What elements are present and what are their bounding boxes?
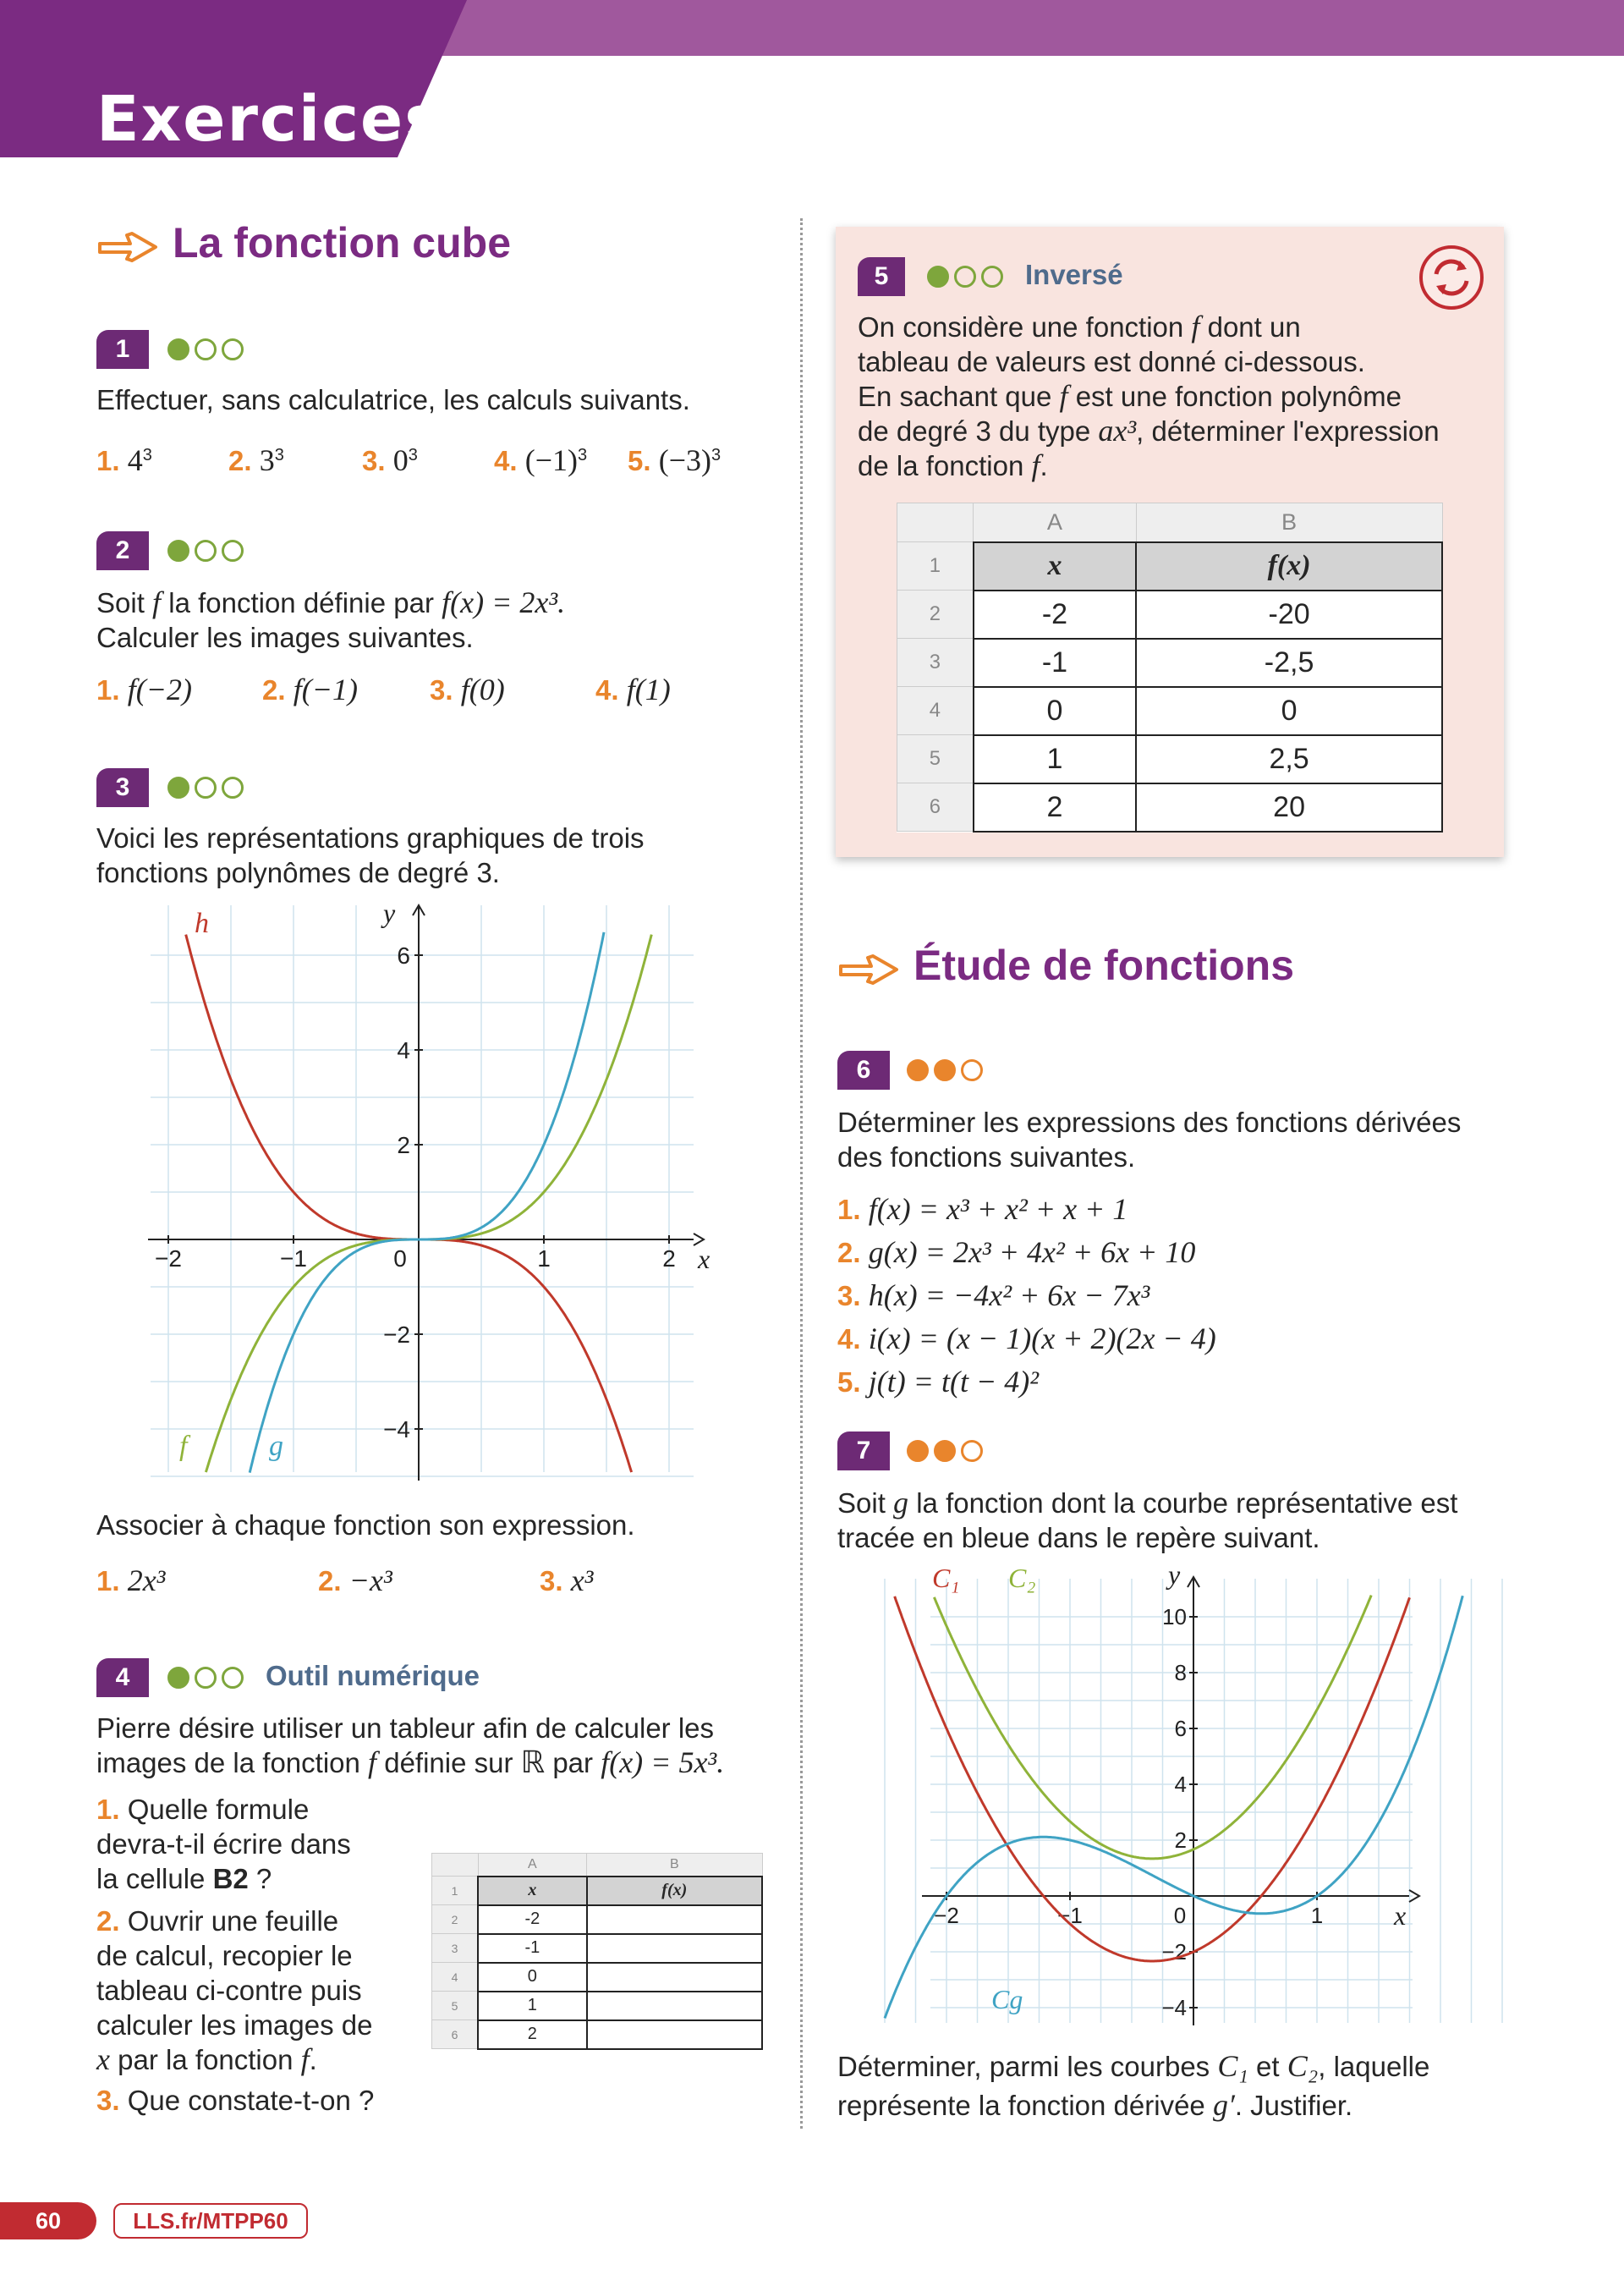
table-cell: -2,5 (1136, 639, 1442, 687)
item-number: 3. (362, 445, 386, 476)
series-label-cg: Cg (991, 1984, 1023, 2014)
item-exponent: 3 (577, 446, 588, 464)
x-axis-label: x (1394, 1900, 1407, 1931)
item-expression: i(x) = (x − 1)(x + 2)(2x − 4) (868, 1322, 1216, 1355)
x-axis-label: x (698, 1244, 710, 1274)
resource-link[interactable]: LLS.fr/MTPP60 (113, 2203, 308, 2239)
item-expression: h(x) = −4x² + 6x − 7x³ (868, 1278, 1150, 1312)
list-item (430, 673, 505, 707)
row-number: 5 (897, 735, 974, 783)
list-item (96, 438, 152, 478)
row-number: 4 (897, 687, 974, 735)
y-tick-label: 2 (1174, 1827, 1187, 1853)
ex7-question-line2: représente la fonction dérivée g′. Justifier. (837, 2088, 1353, 2122)
y-tick-label: −4 (383, 1416, 410, 1442)
ex4-text-line2: images de la fonction f définie sur ℝ par f(x) = 5x³. (96, 1745, 725, 1779)
row-number: 2 (897, 591, 974, 639)
inverse-cycle-icon (1418, 244, 1485, 311)
ex7-text-line2: tracée en bleue dans le repère suivant. (837, 1522, 1320, 1553)
item-number: 2. (228, 445, 252, 476)
item-base: 4 (127, 443, 143, 477)
item-expression: g(x) = 2x³ + 4x² + 6x + 10 (868, 1235, 1196, 1269)
item-number: 1. (837, 1194, 861, 1225)
row-number: 2 (432, 1905, 479, 1934)
pointing-hand-icon (837, 949, 905, 990)
ex3-text-line1: Voici les représentations graphiques de trois (96, 822, 645, 854)
exercise-badge: 7 (837, 1431, 890, 1470)
x-tick-label: 0 (393, 1245, 407, 1272)
ex4-question-2: 2. Ouvrir une feuille de calcul, recopier le tableau ci-contre puis calculer les images de x par la fonction f. (96, 1905, 373, 2076)
table-cell: 20 (1136, 783, 1442, 832)
item-number: 4. (595, 674, 619, 706)
x-tick-label: 1 (537, 1245, 551, 1272)
difficulty-dots (927, 264, 1003, 289)
list-item (362, 438, 418, 478)
list-item (628, 438, 721, 478)
item-number: 2. (262, 674, 286, 706)
exercise-tag: Inversé (1025, 259, 1123, 290)
item-number: 1. (96, 445, 120, 476)
derivative-item (837, 1231, 1514, 1274)
ex6-text-line2: des fonctions suivantes. (837, 1141, 1136, 1173)
item-number: 2. (837, 1237, 861, 1268)
row-number: 5 (432, 1992, 479, 2020)
ex6-items (837, 1188, 1514, 1404)
list-item (595, 673, 671, 707)
table-cell: 2 (478, 2020, 586, 2049)
column-header: A (974, 503, 1136, 542)
ex4-text-line1: Pierre désire utiliser un tableur afin de calculer les (96, 1712, 715, 1744)
item-number: 2. (318, 1565, 342, 1596)
row-number: 3 (897, 639, 974, 687)
exercise-badge: 6 (837, 1051, 890, 1090)
y-tick-label: −2 (383, 1322, 410, 1348)
row-number: 1 (432, 1877, 479, 1905)
series-h-curve (186, 935, 632, 1473)
chart-grid (151, 905, 694, 1476)
item-exponent: 3 (710, 446, 721, 464)
row-number: 1 (897, 542, 974, 591)
item-exponent: 3 (274, 446, 284, 464)
item-expression: x³ (570, 1563, 594, 1597)
y-tick-label: −4 (1161, 1995, 1187, 2020)
item-expression: 2x³ (127, 1563, 166, 1597)
table-cell: 2,5 (1136, 735, 1442, 783)
table-cell: 1 (478, 1992, 586, 2020)
ex5-value-table (897, 503, 1443, 833)
y-tick-label: −2 (1161, 1939, 1187, 1965)
table-cell: 0 (974, 687, 1136, 735)
table-cell (587, 1934, 762, 1963)
y-tick-label: 6 (1174, 1716, 1187, 1741)
difficulty-dots (167, 337, 244, 362)
x-tick-label: −1 (280, 1245, 307, 1272)
column-header: B (1136, 503, 1442, 542)
table-cell: 1 (974, 735, 1136, 783)
item-expression: f(1) (626, 673, 671, 706)
x-tick-label: 2 (662, 1245, 676, 1272)
table-cell: -2 (974, 591, 1136, 639)
ex6-text-line1: Déterminer les expressions des fonctions dérivées (837, 1107, 1462, 1138)
table-cell: x (974, 542, 1136, 591)
ex2-instruction: Calculer les images suivantes. (96, 622, 474, 653)
section-title-cube: La fonction cube (173, 219, 511, 267)
page-number: 60 (0, 2202, 96, 2239)
sheet-corner (432, 1854, 479, 1877)
ex4-spreadsheet (431, 1853, 763, 2050)
series-label-c1: C₁ (932, 1563, 960, 1593)
difficulty-dots (167, 1665, 244, 1690)
item-number: 5. (837, 1366, 861, 1398)
row-number: 6 (432, 2020, 479, 2049)
table-cell (587, 2020, 762, 2049)
item-number: 5. (628, 445, 651, 476)
item-number: 1. (96, 1565, 120, 1596)
table-cell: -2 (478, 1905, 586, 1934)
exercise-badge: 5 (858, 257, 905, 296)
list-item (318, 1563, 392, 1598)
table-cell: f(x) (587, 1877, 762, 1905)
row-number: 3 (432, 1934, 479, 1963)
ex7-text-line1: Soit g la fonction dont la courbe représentative est (837, 1486, 1458, 1519)
derivative-item (837, 1360, 1514, 1404)
page-title: Exercices (96, 83, 444, 156)
item-expression: −x³ (348, 1563, 392, 1597)
list-item (96, 1563, 165, 1598)
item-number: 3. (837, 1280, 861, 1311)
series-label-g: g (269, 1431, 283, 1462)
x-tick-label: −1 (1057, 1903, 1083, 1928)
ex7-question-line1: Déterminer, parmi les courbes C₁ et C₂, laquelle (837, 2049, 1430, 2083)
y-axis-label: y (1168, 1559, 1181, 1590)
y-tick-label: 4 (397, 1037, 410, 1063)
sheet-corner (897, 503, 974, 542)
derivative-item (837, 1317, 1514, 1360)
item-number: 3. (430, 674, 453, 706)
item-expression: f(−1) (293, 673, 358, 706)
y-tick-label: 2 (397, 1132, 410, 1158)
item-expression: f(0) (460, 673, 505, 706)
ex4-question-3: 3. Que constate-t-on ? (96, 2085, 375, 2116)
ex1-text: Effectuer, sans calculatrice, les calculs suivants. (96, 384, 690, 415)
exercise-badge: 4 (96, 1658, 149, 1697)
list-item (262, 673, 358, 707)
series-label-f: f (179, 1431, 188, 1462)
item-exponent: 3 (142, 446, 152, 464)
exercise-badge: 2 (96, 531, 149, 570)
cubic-functions-chart (144, 897, 710, 1481)
table-cell: -1 (478, 1934, 586, 1963)
table-cell: x (478, 1877, 586, 1905)
item-number: 4. (837, 1323, 861, 1355)
pointing-hand-icon (96, 227, 164, 267)
y-tick-label: 4 (1174, 1772, 1187, 1797)
difficulty-dots (907, 1438, 983, 1464)
item-exponent: 3 (408, 446, 418, 464)
table-cell (587, 1963, 762, 1992)
x-tick-label: 1 (1310, 1903, 1324, 1928)
item-base: (−1) (524, 443, 578, 477)
exercise-badge: 1 (96, 330, 149, 369)
row-number: 6 (897, 783, 974, 832)
series-curve-2 (934, 1596, 1371, 1859)
difficulty-dots (907, 1058, 983, 1083)
item-expression: j(t) = t(t − 4)² (868, 1365, 1040, 1399)
column-divider (800, 218, 803, 2129)
item-expression: f(−2) (127, 673, 192, 706)
y-tick-label: 8 (1174, 1660, 1187, 1685)
item-number: 3. (540, 1565, 563, 1596)
ex3-question: Associer à chaque fonction son expression. (96, 1509, 635, 1541)
list-item (228, 438, 284, 478)
y-tick-label: 10 (1162, 1604, 1187, 1629)
series-label-h: h (195, 908, 209, 939)
table-cell: -20 (1136, 591, 1442, 639)
ex3-text-line2: fonctions polynômes de degré 3. (96, 857, 500, 888)
x-tick-label: 0 (1173, 1903, 1187, 1928)
section-title-etude: Étude de fonctions (914, 942, 1294, 989)
row-number: 4 (432, 1963, 479, 1992)
item-number: 4. (494, 445, 518, 476)
difficulty-dots (167, 538, 244, 563)
item-number: 1. (96, 674, 120, 706)
table-cell (587, 1992, 762, 2020)
series-curve-1 (895, 1596, 1410, 1961)
table-cell: 0 (478, 1963, 586, 1992)
derivative-item (837, 1274, 1514, 1317)
item-base: 3 (259, 443, 275, 477)
column-header: A (478, 1854, 586, 1877)
y-tick-label: 6 (397, 942, 410, 969)
list-item (540, 1563, 593, 1598)
table-cell: 2 (974, 783, 1136, 832)
y-axis-label: y (383, 898, 396, 928)
column-header: B (587, 1854, 762, 1877)
ex2-definition: Soit f la fonction définie par f(x) = 2x³. (96, 585, 566, 619)
exercise-tag: Outil numérique (266, 1660, 480, 1691)
ex5-text: On considère une fonction f dont un tableau de valeurs est donné ci-dessous. En sachant que f est une fonction polynôme de degré 3 du type ax³, déterminer l'expression de la fonction f. (858, 310, 1440, 482)
list-item (494, 438, 587, 478)
list-item (96, 673, 192, 707)
item-base: 0 (392, 443, 409, 477)
series-label-c2: C₂ (1008, 1563, 1036, 1593)
derivative-item (837, 1188, 1514, 1231)
ex4-question-1: 1. Quelle formule devra-t-il écrire dans la cellule B2 ? (96, 1794, 351, 1894)
derivative-curves-chart (914, 1559, 1438, 2036)
table-cell: 0 (1136, 687, 1442, 735)
x-tick-label: −2 (934, 1903, 959, 1928)
x-tick-label: −2 (155, 1245, 182, 1272)
table-cell: -1 (974, 639, 1136, 687)
item-base: (−3) (658, 443, 711, 477)
table-cell: f(x) (1136, 542, 1442, 591)
item-expression: f(x) = x³ + x² + x + 1 (868, 1192, 1128, 1226)
exercise-badge: 3 (96, 768, 149, 807)
difficulty-dots (167, 775, 244, 800)
table-cell (587, 1905, 762, 1934)
